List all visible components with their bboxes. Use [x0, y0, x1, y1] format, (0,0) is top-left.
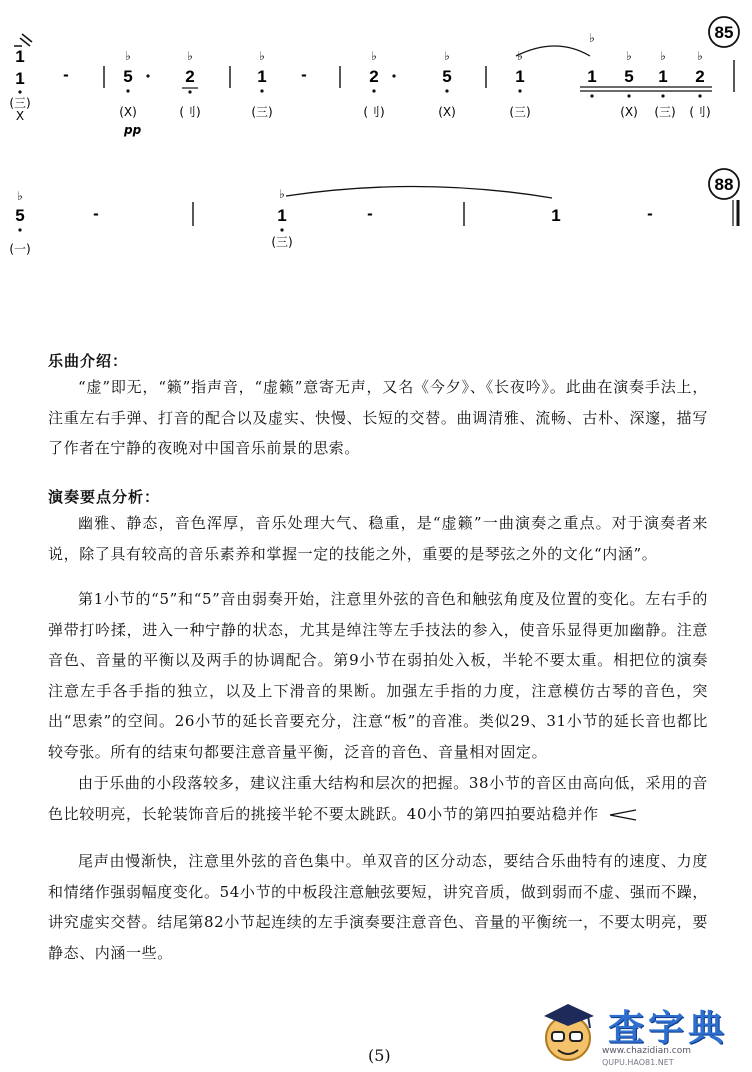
note-r1-5a: 5 [123, 67, 133, 86]
note-r1-1c: 1 [515, 67, 525, 86]
note-r1-1d: 1 [587, 67, 597, 86]
note-r2-dash2: - [367, 204, 373, 223]
note-r1-1e: 1 [658, 67, 668, 86]
svg-text:♭: ♭ [626, 49, 632, 63]
svg-text:♭: ♭ [125, 49, 131, 63]
mark-r1-6: (X) [438, 105, 456, 119]
watermark-url2: QUPU.HAO81.NET [602, 1058, 674, 1067]
watermark-text: 查字典 [608, 1008, 729, 1049]
music-score [0, 0, 752, 300]
mark-r1-x: X [15, 109, 25, 123]
note-r1-2c: 2 [695, 67, 705, 86]
watermark-url: www.chazidian.com [602, 1046, 692, 1056]
mark-r2-1: (一) [9, 242, 31, 256]
note-r1-2b: 2 [369, 67, 379, 86]
page-number: (5) [368, 1046, 391, 1065]
svg-text:♭: ♭ [279, 187, 285, 201]
mark-r1-3: (刂) [179, 105, 201, 119]
watermark-logo [538, 998, 752, 1072]
intro-paragraph: “虚”即无，“籁”指声音，“虚籁”意寄无声，又名《今夕》、《长夜吟》。此曲在演奏手法上，注重左右手弹、打音的配合以及虚实、快慢、长短的交替。曲调清雅、流畅、古朴、深邃，描写了作者在宁静的夜晚对中国音乐前景的思索。 [48, 378, 708, 457]
measure-number-85: 85 [714, 23, 734, 42]
note-r1-2a: 2 [185, 67, 195, 86]
measure-number-88: 88 [714, 175, 734, 194]
svg-text:♭: ♭ [371, 49, 377, 63]
analysis-paragraph-2: 第1小节的“5”和“5”音由弱奏开始，注意里外弦的音色和触弦角度及位置的变化。左右手的弹带打吟揉，进入一种宁静的状态，尤其是绰注等左手技法的参入，使音乐显得更加幽静。注意音色、音量的平衡以及两手的协调配合。第9小节在弱拍处入板，半轮不要太重。相把位的演奏注意左手各手指的独立，以及上下滑音的果断。加强左手指的力度，注意模仿古琴的音色，突出“思索”的空间。26小节的延长音要充分，注意“板”的音准。类似29、31小节的延长音也都比较夸张。所有的结束句都要注意音量平衡，泛音的音色、音量相对固定。 [48, 590, 708, 761]
mark-r1-8: (X) [620, 105, 638, 119]
svg-text:♭: ♭ [444, 49, 450, 63]
mascot-icon [538, 998, 602, 1068]
note-r1-2: 1 [15, 69, 25, 88]
svg-text:♭: ♭ [697, 49, 703, 63]
mark-r1-2: (X) [119, 105, 137, 119]
note-r1-5c: 5 [624, 67, 634, 86]
crescendo-icon [608, 809, 638, 821]
mark-r1-10: (刂) [689, 105, 711, 119]
svg-text:♭: ♭ [517, 49, 523, 63]
analysis-paragraph-4: 尾声由慢渐快，注意里外弦的音色集中。单双音的区分动态，要结合乐曲特有的速度、力度和情绪作强弱幅度变化。54小节的中板段注意触弦要短，讲究音质，做到弱而不虚、强而不躁，讲究虚实交替。结尾第82小节起连续的左手演奏要注意音色、音量的平衡统一，不要太明亮，要静态、内涵一些。 [48, 852, 708, 962]
note-r2-1a: 1 [277, 206, 287, 225]
analysis-paragraph-3-text: 由于乐曲的小段落较多，建议注重大结构和层次的把握。38小节的音区由高向低，采用的音色比较明亮，长轮装饰音后的挑接半轮不要太跳跃。40小节的第四拍要站稳并作 [48, 774, 708, 823]
note-r2-1b: 1 [551, 206, 561, 225]
mark-r1-9: (三) [654, 105, 676, 119]
mark-r1-1: (三) [9, 96, 31, 110]
note-r1-1b: 1 [257, 67, 267, 86]
svg-text:♭: ♭ [187, 49, 193, 63]
analysis-paragraph-1: 幽雅、静态，音色浑厚，音乐处理大气、稳重，是“虚籁”一曲演奏之重点。对于演奏者来说，除了具有较高的音乐素养和掌握一定的技能之外，重要的是琴弦之外的文化“内涵”。 [48, 514, 708, 563]
note-r2-dash1: - [93, 204, 99, 223]
note-r2-dash3: - [647, 204, 653, 223]
note-r1-5b: 5 [442, 67, 452, 86]
analysis-paragraph-3 [48, 768, 708, 829]
mark-r2-2: (三) [271, 235, 293, 249]
svg-text:♭: ♭ [660, 49, 666, 63]
note-r1-dash1: - [63, 65, 69, 84]
mark-r1-4: (三) [251, 105, 273, 119]
analysis-title: 演奏要点分析： [48, 488, 161, 506]
svg-text:♭: ♭ [259, 49, 265, 63]
dynamic-pp: pp [124, 123, 142, 137]
note-r1-dash2: - [301, 65, 307, 84]
note-r2-5: 5 [15, 206, 25, 225]
mark-r1-7: (三) [509, 105, 531, 119]
note-r1-1: 1 [15, 47, 25, 66]
intro-title: 乐曲介绍： [48, 352, 129, 370]
svg-text:♭: ♭ [17, 189, 23, 203]
mark-r1-5: (刂) [363, 105, 385, 119]
svg-text:♭: ♭ [589, 31, 595, 45]
